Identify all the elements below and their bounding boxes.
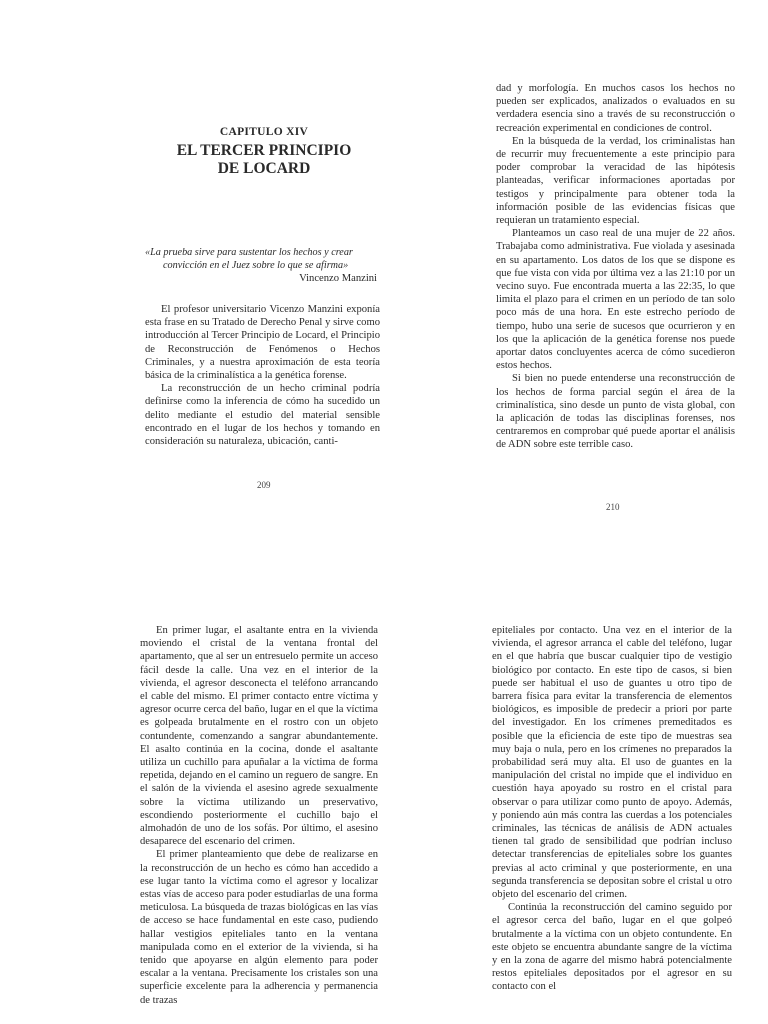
page-210 [494,80,744,520]
body-text [496,82,735,452]
paragraph: En la búsqueda de la verdad, los criminalistas han de recurrir muy frecuentemente a este principio para poder comprobar la veracidad de las hipótesis planteadas, verificar informaciones aportadas por testigos y principalmente para obtener toda la información posible de las evidencias físicas que requieran un tratamiento especial. [496,135,735,227]
chapter-title-line1: EL TERCER PRINCIPIO [176,142,352,159]
paragraph: Continúa la reconstrucción del camino seguido por el agresor cerca del baño, lugar en el que golpeó brutalmente a la víctima con un objeto contundente. En este objeto se encuentra abundante sangre de la víctima y en la zona de agarre del mismo habrá potencialmente restos epiteliales depositados por el agresor en su contacto con el [492,902,732,993]
page-209 [140,118,392,498]
body-text [140,624,378,1007]
paragraph: El profesor universitario Vicenzo Manzini exponía esta frase en su Tratado de Derecho Penal y sirve como introducción al Tercer Principio de Locard, el Principio de Reconstrucción de Fenómenos o Hechos Criminales, y a nuestra aproximación de esta teoría básica de la criminalística a la genética forense. [145,304,380,382]
paragraph: dad y morfología. En muchos casos los hechos no pueden ser explicados, analizados o evaluados en su verdadera esencia sino a través de su reconstrucción o recreación experimental en condiciones de control. [496,83,735,134]
epigraph-line2: convicción en el Juez sobre lo que se afirma» [163,260,349,271]
epigraph-line1: «La prueba sirve para sustentar los hechos y crear [145,247,353,258]
page-211 [138,622,382,1024]
paragraph: Si bien no puede entenderse una reconstrucción de los hechos de forma parcial según el área de la criminalística, sino desde un punto de vista global, con la aplicación de todas las disciplinas forenses, nos centraremos en comprobar qué puede aportar el análisis de ADN sobre este terrible caso. [496,373,735,451]
paragraph: En primer lugar, el asaltante entra en la vivienda moviendo el cristal de la ventana frontal del apartamento, que al ser un entresuelo permite un acceso fácil desde la calle. Una vez en el interior de la vivienda, el agresor desconecta el teléfono arrancando el cable del mismo. El primer contacto entre víctima y agresor ocurre cerca del baño, lugar en el que la víctima es golpeada brutalmente en el rostro con un objeto contundente, comenzando a sangrar abundantemente. El asalto continúa en la cocina, donde el asaltante utiliza un cuchillo para apuñalar a la víctima de forma repetida, dejando en el camino un reguero de sangre. En el salón de la vivienda el asesino agrede sexualmente sobre la víctima utilizando un preservativo, escondiendo posteriormente el cuchillo bajo el almohadón de uno de los sofás. Por último, el asesino desaparece del escenario del crimen. [140,625,378,848]
epigraph-author: Vincenzo Manzini [299,273,377,284]
page-number: 209 [257,480,271,490]
paragraph: Planteamos un caso real de una mujer de 22 años. Trabajaba como administrativa. Fue violada y asesinada en su apartamento. Los datos de los que se dispone es que fue vista con vida por última vez a las 21:10 por un vecino suyo. Fue encontrada muerta a las 22:35, lo que limita el plazo para el crimen en un período de tan solo poco más de una hora. En este estrecho período de tiempo, hubo una serie de sucesos que ocurrieron y en los que la aplicación de la genética forense nos puede aportar datos concluyentes acerca de cómo sucedieron estos hechos. [496,228,735,372]
chapter-label: CAPITULO XIV [219,126,309,138]
paragraph: El primer planteamiento que debe de realizarse en la reconstrucción de un hecho es cómo han accedido a ese lugar tanto la víctima como el agresor y localizar estas vías de acceso para poder estudiarlas de una forma meticulosa. La búsqueda de trazas biológicas en las vías de acceso se hace fundamental en este caso, pudiendo hallar vestigios epiteliales tanto en la ventana manipulada como en el exterior de la vivienda, si ha tenido que apoyarse en algún elemento para poder escalar a la ventana. Precisamente los cristales son una superficie excelente para la adherencia y permanencia de trazas [140,849,378,1006]
body-text [492,624,732,994]
paragraph: La reconstrucción de un hecho criminal podría definirse como la inferencia de cómo ha sucedido un delito mediante el estudio del material sensible encontrado en el lugar de los hechos y tomando en consideración su naturaleza, ubicación, canti- [145,383,380,448]
page-number: 210 [606,502,620,512]
paragraph: epiteliales por contacto. Una vez en el interior de la vivienda, el agresor arranca el cable del teléfono, lugar en el que habría que buscar cualquier tipo de vestigio biológico por contacto. En este tipo de casos, si bien puede ser habitual el uso de guantes u otro tipo de barrera física para evitar la transferencia de elementos biológicos, es imposible de predecir a priori por parte del investigador. En los crímenes premeditados es posible que la eficiencia de este tipo de muestras sea muy baja o nula, pero en los crímenes no preparados la probabilidad será muy alta. El uso de guantes en la manipulación del cristal no impide que el individuo en cuestión haya apoyado su rostro en el cristal para observar o para utilizar como punto de apoyo. Además, y poniendo aún más contra las cuerdas a los potenciales criminales, las técnicas de análisis de ADN actuales tienen tal grado de sensibilidad que podrían incluso detectar transferencias de epiteliales sobre los guantes previas al acto criminal y que posteriormente, en una segunda transferencia se depositan sobre el cristal u otro objeto del escenario del crimen. [492,625,732,901]
chapter-title-line2: DE LOCARD [217,160,311,177]
body-text [145,303,380,448]
page-212 [490,622,738,1024]
epigraph [145,246,377,285]
